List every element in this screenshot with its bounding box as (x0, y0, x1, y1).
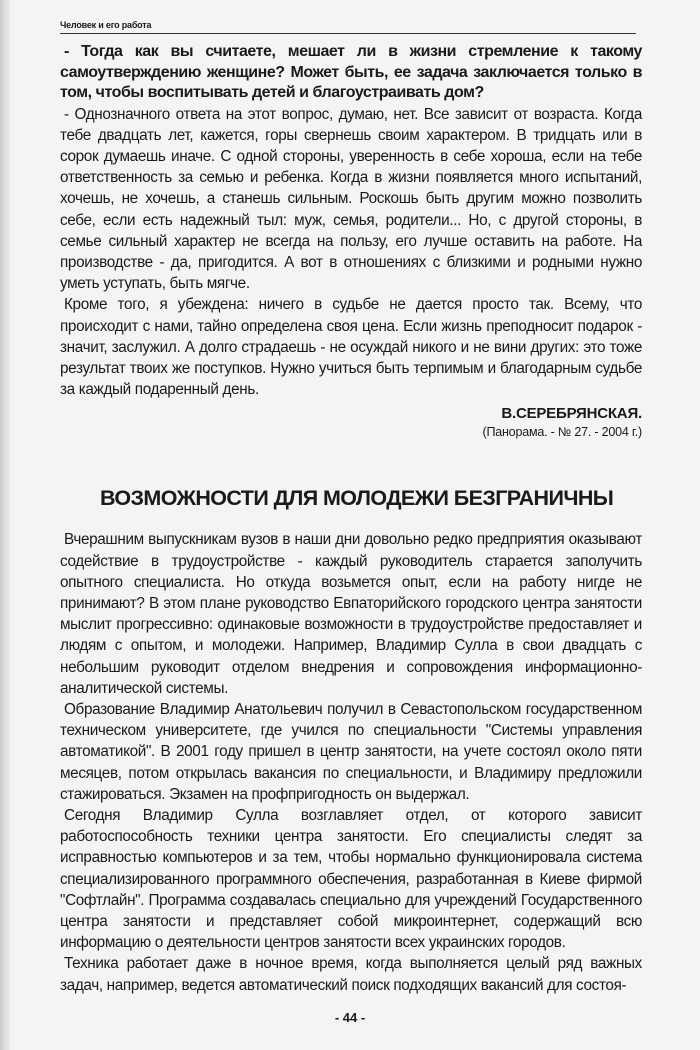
answer-paragraph: Кроме того, я убеждена: ничего в судьбе не дается просто так. Всему, что происходит с нами, тайно определена своя цена. Если жизнь преподносит подарок - значит, заслужил. А долго страдаешь - не осуждай никого и не вини других: это тоже результат твоих же поступков. Нужно учиться быть терпимым и благодарным судьбе за каждый подаренный день. (60, 296, 642, 399)
article-title: ВОЗМОЖНОСТИ ДЛЯ МОЛОДЕЖИ БЕЗГРАНИЧНЫ (100, 486, 614, 511)
article-paragraph: Техника работает даже в ночное время, когда выполняется целый ряд важных задач, например, ведется автоматический поиск подходящих вакансий для состоя- (60, 955, 642, 994)
question-text: - Тогда как вы считаете, мешает ли в жизни стремление к такому самоутверждению женщине? Может быть, ее задача заключается только в том, чтобы воспитывать детей и благоустраивать дом? (60, 43, 642, 101)
article-paragraph: Образование Владимир Анатольевич получил в Севастопольском государственном техническом университете, где учился по специальности "Системы управления автоматикой". В 2001 году пришел в центр занятости, на учете состоял около пяти месяцев, потом открылась вакансия по специальности, и Владимиру предложили стажироваться. Экзамен на профпригодность он выдержал. (60, 700, 642, 803)
author-signature: В.СЕРЕБРЯНСКАЯ. (501, 405, 642, 423)
source-citation: (Панорама. - № 27. - 2004 г.) (482, 425, 642, 440)
article-paragraph: Сегодня Владимир Сулла возглавляет отдел, от которого зависит работоспособность техники центра занятости. Его специалисты следят за исправностью компьютеров и за тем, чтобы нормально функционировала система специализированного программного обеспечения, разработанная в Киеве фирмой "Софтлайн". Программа создавалась специально для учреждений Государственного центра занятости и представляет собой микроинтернет, содержащий всю информацию о деятельности центров занятости всех украинских городов. (60, 806, 642, 952)
article-paragraph: Вчерашним выпускникам вузов в наши дни довольно редко предприятия оказывают содействие в трудоустройстве - каждый руководитель старается заполучить опытного специалиста. Но откуда возьмется опыт, если на работу нигде не принимают? В этом плане руководство Евпаторийского городского центра занятости мыслит прогрессивно: одинаковые возможности в трудоустройстве предоставляет и людям с опытом, и молодежи. Например, Владимир Сулла в свои двадцать с небольшим руководит отделом внедрения и сопровождения информационно-аналитической системы. (60, 531, 642, 697)
page-spine-shadow (0, 0, 10, 1050)
interview-answer (60, 104, 642, 401)
answer-paragraph: - Однозначного ответа на этот вопрос, думаю, нет. Все зависит от возраста. Когда тебе двадцать лет, кажется, горы свернешь своим характером. В тридцать или в сорок думаешь иначе. С одной стороны, уверенность в себе хороша, если на тебе ответственность за семью и ребенка. Когда в жизни появляется много испытаний, хочешь, не хочешь, а станешь сильным. Роскошь быть другим можно позволить себе, если есть надежный тыл: муж, семья, родители... Но, с другой стороны, в семье сильный характер не всегда на пользу, его лучше оставить на работе. На производстве - да, пригодится. А вот в отношениях с близкими и родными нужно уметь уступать, быть мягче. (60, 105, 642, 293)
page-number: - 44 - (334, 1009, 366, 1025)
interview-question (60, 42, 642, 104)
running-head: Человек и его работа (60, 20, 636, 34)
article-body (60, 529, 642, 995)
magazine-page (60, 0, 642, 1050)
